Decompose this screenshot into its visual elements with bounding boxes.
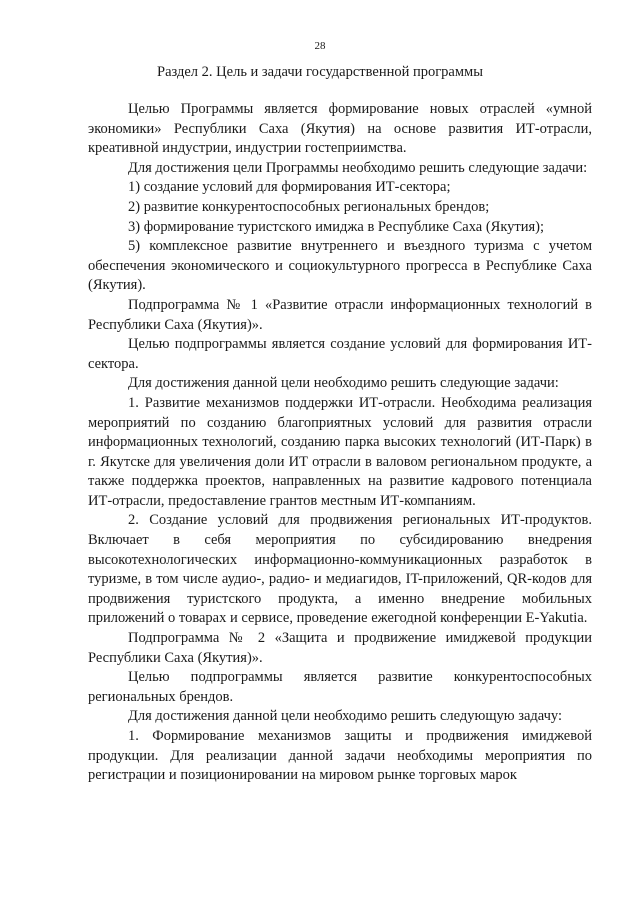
subprogram-2-task-1: 1. Формирование механизмов защиты и продвижения имиджевой продукции. Для реализации данной задачи необходимы мероприятия по регистрации и позиционировании на мировом рынке торговых марок <box>88 728 592 784</box>
page-number: 28 <box>314 40 326 52</box>
subprogram-2-tasks-intro: Для достижения данной цели необходимо решить следующую задачу: <box>128 708 563 725</box>
subprogram-2-title: Подпрограмма № 2 «Защита и продвижение имиджевой продукции Республики Саха (Якутия)». <box>88 630 592 666</box>
subprogram-1-goal: Целью подпрограммы является создание условий для формирования ИТ-сектора. <box>88 336 592 372</box>
subprogram-1-task-1: 1. Развитие механизмов поддержки ИТ-отрасли. Необходима реализация мероприятий по созданию благоприятных условий для развития отрасли информационных технологий, созданию парка высоких технологий (ИТ-Парк) в г. Якутске для увеличения доли ИТ отрасли в валовом региональном продукте, а также поддержка проектов, направленных на развитие кадрового потенциала ИТ-отрасли, предоставление грантов местным ИТ-компаниям. <box>88 394 592 509</box>
subprogram-2-goal: Целью подпрограммы является развитие конкурентоспособных региональных брендов. <box>88 669 592 705</box>
subprogram-1-title: Подпрограмма № 1 «Развитие отрасли информационных технологий в Республики Саха (Якутия)». <box>88 296 592 333</box>
paragraph-program-goal: Целью Программы является формирование новых отраслей «умной экономики» Республики Саха (Якутия) на основе развития ИТ-отрасли, креативной индустрии, индустрии гостеприимства. <box>88 101 592 157</box>
list-item-task-3: 3) формирование туристского имиджа в Республике Саха (Якутия); <box>128 218 545 235</box>
list-item-task-5: 5) комплексное развитие внутреннего и въездного туризма с учетом обеспечения экономического и социокультурного прогресса в Республике Саха (Якутия). <box>88 238 592 294</box>
section-heading: Раздел 2. Цель и задачи государственной программы <box>157 64 483 80</box>
subprogram-1-tasks-intro: Для достижения данной цели необходимо решить следующие задачи: <box>128 375 559 392</box>
list-item-task-2: 2) развитие конкурентоспособных региональных брендов; <box>128 198 490 215</box>
subprogram-1-task-2: 2. Создание условий для продвижения региональных ИТ-продуктов. Включает в себя мероприятия по субсидированию внедрения высокотехнологических информационно-коммуникационных разработок в туризме, в том числе аудио-, радио- и медиагидов, IT-приложений, QR-кодов для продвижения туристского продукта, а именно внедрение мобильных приложений о товарах и сервисе, проведение ежегодной конференции E-Yakutia. <box>88 512 592 627</box>
list-item-task-1: 1) создание условий для формирования ИТ-сектора; <box>128 179 451 196</box>
paragraph-tasks-intro: Для достижения цели Программы необходимо решить следующие задачи: <box>128 159 588 176</box>
document-body <box>88 100 592 786</box>
